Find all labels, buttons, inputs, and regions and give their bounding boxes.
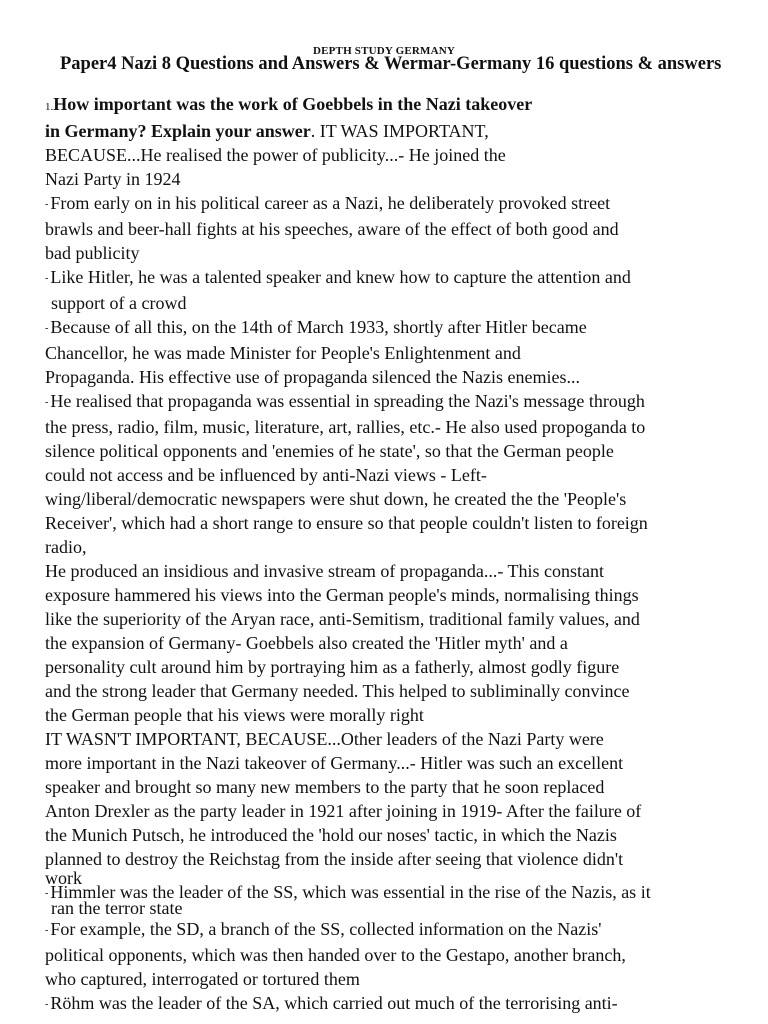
text-line: bad publicity: [45, 243, 140, 263]
text-line: radio,: [45, 537, 87, 557]
document-body: [45, 92, 750, 1017]
question-rest: . IT WAS IMPORTANT,: [310, 121, 489, 141]
text-line: brawls and beer-hall fights at his speeches, aware of the effect of both good and: [45, 219, 619, 239]
bullet-line: - Röhm was the leader of the SA, which carried out much of the terrorising anti-: [45, 993, 618, 1013]
text-line: the German people that his views were morally right: [45, 705, 424, 725]
text-line: wing/liberal/democratic newspapers were shut down, he created the the 'People's: [45, 489, 627, 509]
question-number: 1.: [45, 101, 54, 113]
question-line-2: [45, 119, 750, 143]
text-line: and the strong leader that Germany needed. This helped to subliminally convince: [45, 681, 630, 701]
text-line: He produced an insidious and invasive stream of propaganda...- This constant: [45, 561, 605, 581]
text-line: Receiver', which had a short range to ensure so that people couldn't listen to foreign: [45, 513, 648, 533]
bullet-marker: -: [45, 999, 49, 1010]
text-line: ran the terror state: [51, 898, 183, 918]
bullet-line: - He realised that propaganda was essential in spreading the Nazi's message through: [45, 391, 645, 411]
bullet-marker: -: [45, 925, 49, 936]
text-line: speaker and brought so many new members to the party that he soon replaced: [45, 777, 605, 797]
text-line: the Munich Putsch, he introduced the 'hold our noses' tactic, in which the Nazis: [45, 825, 617, 845]
bullet-line: - Himmler was the leader of the SS, which was essential in the rise of the Nazis, as it: [45, 882, 651, 902]
text-line: personality cult around him by portraying him as a fatherly, almost godly figure: [45, 657, 620, 677]
bullet-marker: -: [45, 273, 49, 284]
text-line: exposure hammered his views into the German people's minds, normalising things: [45, 585, 639, 605]
header-tag: DEPTH STUDY GERMANY: [312, 45, 456, 57]
text-line: planned to destroy the Reichstag from the inside after seeing that violence didn't: [45, 849, 624, 869]
bullet-marker: -: [45, 323, 49, 334]
bullet-marker: -: [45, 397, 49, 408]
text-line: Anton Drexler as the party leader in 1921 after joining in 1919- After the failure of: [45, 801, 642, 821]
bullet-marker: -: [45, 199, 49, 210]
bullet-line: - From early on in his political career as a Nazi, he deliberately provoked street: [45, 193, 611, 213]
text-line: more important in the Nazi takeover of Germany...- Hitler was such an excellent: [45, 753, 624, 773]
text-line: Chancellor, he was made Minister for People's Enlightenment and: [45, 343, 521, 363]
text-line: Nazi Party in 1924: [45, 169, 181, 189]
text-line: work: [45, 868, 82, 888]
text-line: could not access and be influenced by anti-Nazi views - Left-: [45, 465, 487, 485]
question-bold-1: How important was the work of Goebbels in the Nazi takeover: [53, 94, 533, 114]
text-line: IT WASN'T IMPORTANT, BECAUSE...Other leaders of the Nazi Party were: [45, 729, 604, 749]
bullet-line: - Because of all this, on the 14th of March 1933, shortly after Hitler became: [45, 317, 587, 337]
text-line: the press, radio, film, music, literature, art, rallies, etc.- He also used propoganda to: [45, 417, 646, 437]
bullet-marker: -: [45, 888, 49, 899]
document-title: Paper4 Nazi 8 Questions and Answers & Wermar-Germany 16 questions & answers: [60, 54, 722, 74]
question-line-1: [45, 92, 750, 119]
text-line: silence political opponents and 'enemies of he state', so that the German people: [45, 441, 614, 461]
bullet-line: - For example, the SD, a branch of the SS, collected information on the Nazis': [45, 919, 602, 939]
text-line: BECAUSE...He realised the power of publicity...- He joined the: [45, 145, 506, 165]
question-bold-2: in Germany? Explain your answer: [45, 121, 311, 141]
text-line: the expansion of Germany- Goebbels also created the 'Hitler myth' and a: [45, 633, 568, 653]
text-line: who captured, interrogated or tortured them: [45, 969, 360, 989]
text-line: political opponents, which was then handed over to the Gestapo, another branch,: [45, 945, 626, 965]
text-line: support of a crowd: [51, 293, 187, 313]
bullet-line: - Like Hitler, he was a talented speaker and knew how to capture the attention and: [45, 267, 631, 287]
text-line: like the superiority of the Aryan race, anti-Semitism, traditional family values, and: [45, 609, 640, 629]
text-line: Propaganda. His effective use of propaganda silenced the Nazis enemies...: [45, 367, 580, 387]
